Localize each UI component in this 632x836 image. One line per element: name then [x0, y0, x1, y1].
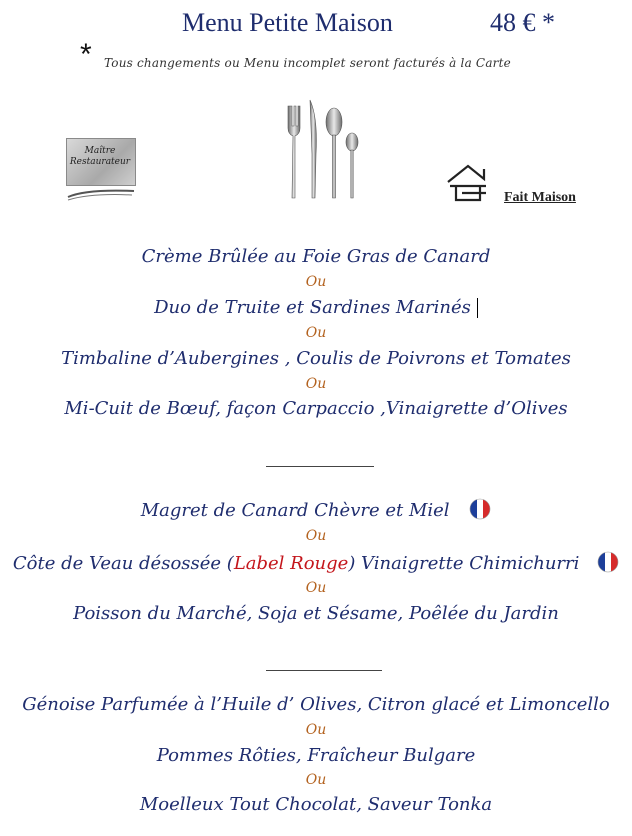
note-asterisk: * [80, 38, 92, 71]
entree-item-2 [0, 297, 632, 318]
or-label: Ou [305, 722, 327, 738]
entree-item-1: Crème Brûlée au Foie Gras de Canard [141, 246, 491, 267]
plat-item-2-text-b: ) Vinaigrette Chimichurri [348, 553, 580, 574]
or-label: Ou [305, 772, 327, 788]
dessert-item-2: Pommes Rôties, Fraîcheur Bulgare [156, 745, 476, 766]
or-label: Ou [305, 528, 327, 544]
dessert-item-1: Génoise Parfumée à l’Huile d’ Olives, Citron glacé et Limoncello [22, 694, 610, 715]
menu-price: 48 € * [490, 8, 555, 37]
section-separator [266, 466, 374, 467]
plat-item-1-text: Magret de Canard Chèvre et Miel [140, 500, 450, 521]
text-cursor [477, 298, 478, 318]
entree-item-3: Timbaline d’Aubergines , Coulis de Poivrons et Tomates [61, 348, 571, 369]
or-label: Ou [305, 580, 327, 596]
entree-item-4: Mi-Cuit de Bœuf, façon Carpaccio ,Vinaigrette d’Olives [64, 398, 568, 419]
menu-title: Menu Petite Maison [182, 8, 393, 37]
label-rouge-text: Label Rouge [233, 553, 349, 574]
french-flag-icon [597, 551, 619, 573]
logo-line-2: Restaurateur [69, 157, 131, 167]
or-label: Ou [305, 325, 327, 341]
entree-item-2-text: Duo de Truite et Sardines Marinés [154, 297, 471, 318]
logo-line-1: Maître [84, 146, 116, 156]
or-label: Ou [305, 376, 327, 392]
plat-item-2 [0, 551, 632, 574]
fait-maison-house-icon [444, 162, 492, 202]
section-separator [266, 670, 382, 671]
plat-item-3: Poisson du Marché, Soja et Sésame, Poêlée du Jardin [73, 603, 559, 624]
fait-maison-label: Fait Maison [504, 190, 576, 205]
cutlery-icon [282, 98, 364, 202]
dessert-item-3: Moelleux Tout Chocolat, Saveur Tonka [139, 794, 493, 815]
french-flag-icon [469, 498, 491, 520]
logo-swoosh-icon [66, 187, 136, 201]
plat-item-1 [0, 498, 632, 521]
maitre-restaurateur-text [66, 146, 134, 168]
plat-item-2-text-a: Côte de Veau désossée ( [12, 553, 234, 574]
or-label: Ou [305, 274, 327, 290]
menu-note: Tous changements ou Menu incomplet seront facturés à la Carte [104, 56, 511, 70]
